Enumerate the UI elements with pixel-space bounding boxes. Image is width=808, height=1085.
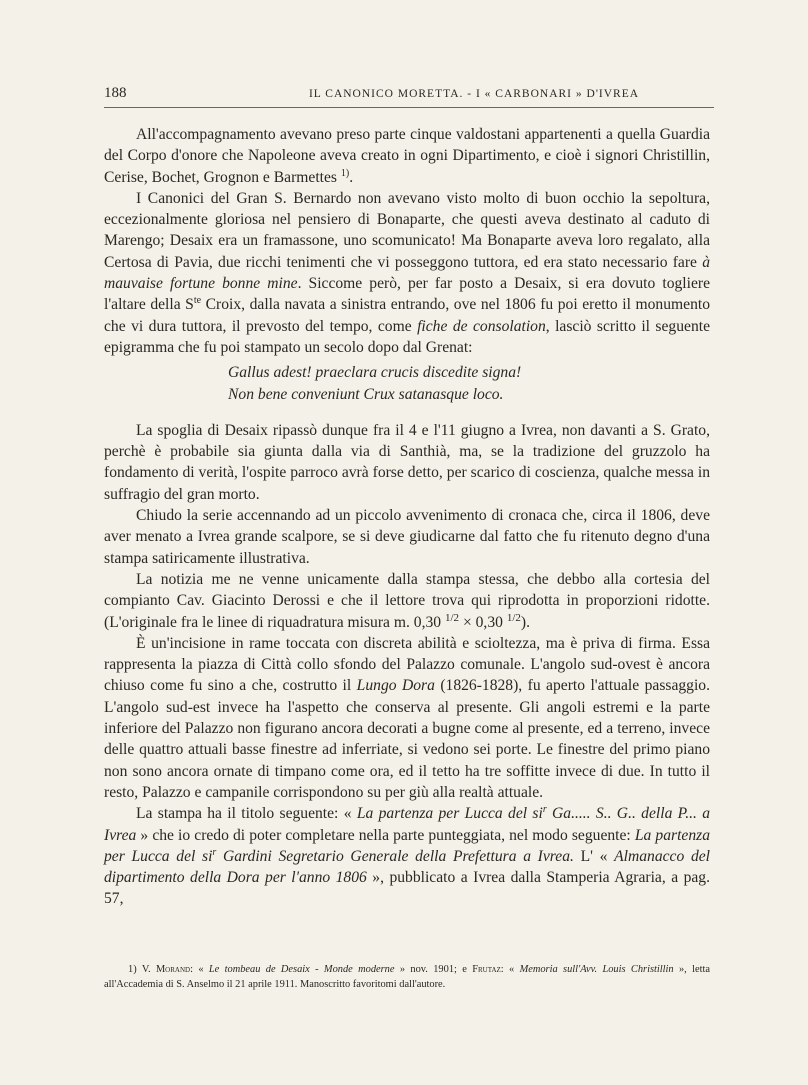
- paragraph-1-end: .: [349, 168, 354, 186]
- paragraph-5-b: × 0,30: [459, 613, 507, 631]
- fraction-2: 1/2: [506, 611, 521, 624]
- paragraph-2-italic-fiche: fiche de consolation: [417, 317, 546, 335]
- footnote-e: », letta all'Accademia di S. Anselmo il 21 aprile 1911. Manoscritto favoritomi dall'autore.: [104, 964, 711, 990]
- paragraph-7-g: », pubblicato a Ivrea dalla Stamperia Agraria, a pag. 57,: [104, 869, 710, 908]
- running-title: IL CANONICO MORETTA. - I « CARBONARI » D'IVREA: [308, 88, 640, 100]
- paragraph-6-italic-lungo-dora: Lungo Dora: [356, 677, 435, 695]
- paragraph-5: [104, 569, 710, 633]
- paragraph-2-italic-phrase: à mauvaise fortune bonne mine: [104, 253, 710, 293]
- paragraph-2: [104, 188, 710, 358]
- epigram-line-1: Gallus adest! praeclara crucis discedite signa!: [228, 364, 522, 382]
- epigram: [104, 362, 710, 405]
- paragraph-7-c: » che io credo di poter completare nella parte punteggiata, nel modo seguente:: [136, 826, 635, 844]
- fraction-1: 1/2: [444, 611, 460, 624]
- paragraph-2-e: Croix, dalla navata a sinistra entrando, ove nel 1806 fu poi eretto il monumento che vi dura tuttora, il prevosto del tempo, come: [104, 296, 710, 335]
- footnote-author-1: Morand: [155, 964, 191, 975]
- paragraph-7-e: L' «: [573, 847, 615, 865]
- superscript-r-2: r: [212, 846, 217, 858]
- header-rule: [104, 107, 714, 108]
- page-number: 188: [104, 85, 127, 101]
- footnote: [104, 962, 710, 992]
- footnote-b: : «: [190, 964, 209, 975]
- epigram-line-2: Non bene conveniunt Crux satanasque loco.: [228, 385, 504, 403]
- paragraph-5-a: La notizia me ne venne unicamente dalla stampa stessa, che debbo alla cortesia del compianto Cav. Giacinto Derossi e che il lettore trova qui riprodotta in proporzioni ridotte. (L'originale fra le linee di riquadratura misura m. 0,30: [104, 570, 710, 631]
- paragraph-2-g: , lasciò scritto il seguente epigramma che fu poi stampato un secolo dopo dal Grenat:: [104, 317, 710, 356]
- paragraph-1: [104, 124, 710, 188]
- paragraph-7-italic-title-1: La partenza per Lucca del si: [356, 805, 543, 823]
- paragraph-3: La spoglia di Desaix ripassò dunque fra il 4 e l'11 giugno a Ivrea, non davanti a S. Grato, perchè è probabile sia giunta dalla via di Santhià, ma, se la tradizione del gruzzolo ha fondamento di verità, l'ospite parroco avrà forse detto, per scarico di coscienza, qualche messa in suffragio del gran morto.: [104, 421, 710, 503]
- footnote-title-1: Le tombeau de Desaix - Monde moderne: [208, 964, 395, 975]
- paragraph-1-text: All'accompagnamento avevano preso parte cinque valdostani appartenenti a quella Guardia del Corpo d'onore che Napoleone aveva creato in ogni Dipartimento, e cioè i signori Christillin, Cerise, Bochet, Grognon e Barmettes: [104, 126, 710, 186]
- paragraph-7-italic-title-2b: Gardini Segretario Generale della Prefettura a Ivrea.: [216, 847, 574, 865]
- paragraph-7-italic-title-1b: Ga..... S.. G.. della P... a Ivrea: [104, 805, 711, 844]
- paragraph-7: [104, 803, 710, 909]
- paragraph-6-c: (1826-1828), fu aperto l'attuale passaggio. L'angolo sud-est invece ha l'aspetto che conserva al presente. Gli angoli estremi e la parte inferiore del Palazzo non figurano ancora decorati a bugne come al presente, ed a terreno, invece delle quattro attuali basse finestre ad inferriate, si vedono sei porte. Le finestre del primo piano non sono ancora ornate di timpano come ora, ed il tetto ha tre soffitte invece di due. In tutto il resto, Palazzo e campanile corrispondono su per giù alla realtà attuale.: [104, 677, 710, 801]
- body-text: [104, 124, 710, 910]
- footnote-title-2: Memoria sull'Avv. Louis Christillin: [519, 964, 674, 975]
- paragraph-6-a: È un'incisione in rame toccata con discreta abilità e scioltezza, ma è priva di firma. Essa rappresenta la piazza di Città collo sfondo del Palazzo comunale. L'angolo sud-ovest è ancora chiuso come fu sino a che, costrutto il: [104, 634, 710, 695]
- superscript-r-1: r: [542, 804, 547, 816]
- paragraph-7-a: La stampa ha il titolo seguente: «: [136, 805, 357, 823]
- superscript-te: te: [193, 295, 202, 307]
- footnote-ref: 1): [340, 167, 350, 179]
- footnote-d: : «: [500, 964, 520, 975]
- footnote-c: » nov. 1901; e: [394, 964, 473, 975]
- paragraph-2-c: . Siccome però, per far posto a Desaix, si era dovuto togliere l'altare della S: [104, 275, 710, 314]
- paragraph-4: Chiudo la serie accennando ad un piccolo avvenimento di cronaca che, circa il 1806, deve aver menato a Ivrea grande scalpore, se si deve giudicarne dal fatto che fu ritenuto degno d'una stampa satiricamente illustrativa.: [104, 507, 710, 567]
- footnote-1: [104, 962, 710, 992]
- paragraph-7-italic-almanacco: Almanacco del dipartimento della Dora per l'anno 1806: [104, 847, 710, 887]
- paragraph-7-italic-title-2: La partenza per Lucca del si: [104, 826, 711, 865]
- footnote-author-2: Frutaz: [472, 964, 501, 975]
- paragraph-6: [104, 633, 710, 803]
- paragraph-5-c: ).: [520, 613, 530, 631]
- footnote-number: 1) V.: [128, 964, 156, 975]
- paragraph-2-a: I Canonici del Gran S. Bernardo non avevano visto molto di buon occhio la sepoltura, eccezionalmente gloriosa nel pensiero di Bonaparte, che questi aveva destinato al caduto di Marengo; Desaix era un framassone, uno scomunicato! Ma Bonaparte aveva loro regalato, alla Certosa di Pavia, due ricchi tenimenti che vi posseggono tuttora, ed era stato necessario fare: [104, 189, 710, 271]
